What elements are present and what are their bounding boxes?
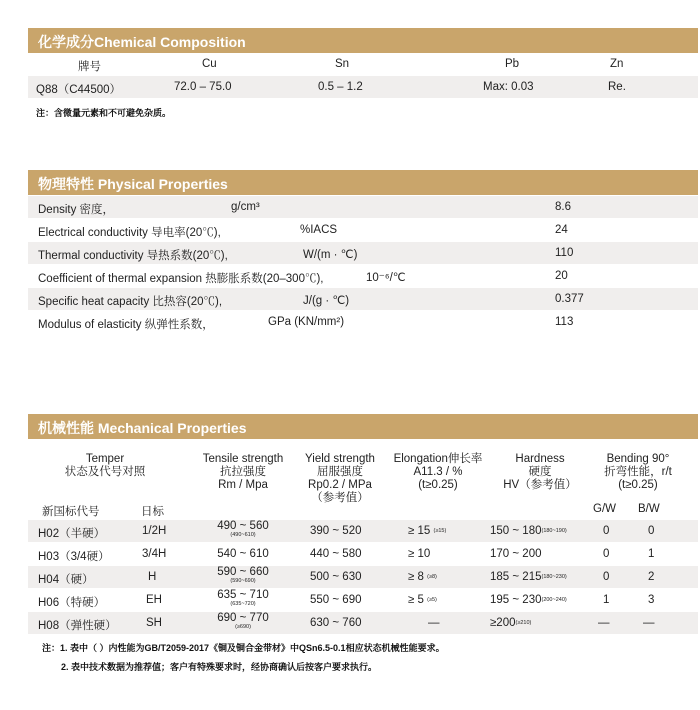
- physical-row: [28, 288, 698, 310]
- elongation-header-unit: A11.3 / %: [413, 466, 463, 478]
- yield-header-en: Yield strength: [305, 453, 375, 465]
- bending-gw: 0: [603, 525, 610, 537]
- bending-gw: 0: [603, 548, 610, 560]
- temper-header-cn: 状态及代号对照: [64, 466, 146, 478]
- mechanical-title: 机械性能 Mechanical Properties: [38, 420, 247, 436]
- grade-value: Q88（C44500）: [36, 84, 122, 96]
- yield-header: [290, 453, 390, 505]
- mechanical-note-2: 2. 表中技术数据为推荐值；客户有特殊要求时，经协商确认后按客户要求执行。: [61, 662, 378, 672]
- tensile-value: [188, 566, 298, 585]
- tensile-header-unit: Rm / Mpa: [218, 479, 268, 491]
- mechanical-section-header: [28, 414, 698, 439]
- bending-bw: 2: [648, 571, 655, 583]
- bending-header: [588, 453, 688, 492]
- property-unit: g/cm³: [231, 201, 260, 213]
- hardness-gb: (≥210): [515, 619, 532, 626]
- temper-header: [40, 453, 170, 479]
- tensile-gb: (≥690): [235, 624, 251, 630]
- chemical-header-row: [28, 54, 698, 76]
- elongation-value: ≥ 10: [408, 548, 431, 560]
- subheader-std: 日标: [141, 506, 164, 518]
- property-unit: 10⁻⁶/℃: [366, 272, 406, 284]
- property-name: Thermal conductivity 导热系数(20℃),: [38, 250, 228, 262]
- property-value: 113: [555, 316, 574, 328]
- tensile-gb: (635~720): [230, 601, 256, 607]
- chemical-data-row: [28, 76, 698, 98]
- bending-bw: 1: [648, 548, 655, 560]
- tensile-gb: (490~610): [230, 532, 256, 538]
- temper-std: 3/4H: [142, 548, 167, 560]
- temper-code: H08（弹性硬）: [38, 620, 117, 632]
- hardness-main: 195 ~ 230: [490, 594, 542, 606]
- elongation-main: ≥ 15: [408, 525, 431, 537]
- temper-std: 1/2H: [142, 525, 167, 537]
- temper-code: H06（特硬）: [38, 597, 106, 609]
- temper-code: H03（3/4硬）: [38, 551, 110, 563]
- sn-value: 0.5 – 1.2: [318, 81, 363, 93]
- cu-value: 72.0 – 75.0: [174, 81, 232, 93]
- bending-bw: 3: [648, 594, 655, 606]
- elongation-main: ≥ 5: [408, 594, 424, 606]
- hardness-value: [490, 594, 567, 606]
- hardness-main: ≥200: [490, 617, 516, 629]
- tensile-header: [188, 453, 298, 492]
- elongation-gb: (≥15): [433, 527, 447, 534]
- temper-std: SH: [146, 617, 162, 629]
- property-name: Modulus of elasticity 纵弹性系数，: [38, 319, 214, 331]
- hardness-value: 170 ~ 200: [490, 548, 542, 560]
- yield-value: 500 ~ 630: [310, 571, 362, 583]
- col-cu: Cu: [202, 58, 217, 70]
- physical-row: [28, 311, 698, 333]
- tensile-header-cn: 抗拉强度: [220, 466, 266, 478]
- property-name: Specific heat capacity 比热容(20℃),: [38, 296, 223, 308]
- bending-bw: —: [643, 617, 655, 629]
- tensile-main: 635 ~ 710: [217, 589, 269, 601]
- tensile-value: [188, 589, 298, 608]
- hardness-value: [490, 571, 567, 583]
- temper-code: H04（硬）: [38, 574, 94, 586]
- yield-value: 550 ~ 690: [310, 594, 362, 606]
- elongation-header: [383, 453, 493, 492]
- hardness-header-cn: 硬度: [528, 466, 552, 478]
- property-value: 8.6: [555, 201, 571, 213]
- hardness-value: [490, 525, 567, 537]
- tensile-header-en: Tensile strength: [202, 453, 284, 465]
- chemical-section-header: [28, 28, 698, 53]
- subheader-bw: B/W: [638, 503, 660, 515]
- mechanical-row: [28, 589, 698, 611]
- property-unit: GPa (KN/mm²): [268, 316, 345, 328]
- yield-header-ref: （参考值）: [311, 492, 369, 504]
- elongation-main: ≥ 8: [408, 571, 424, 583]
- tensile-main: 590 ~ 660: [217, 566, 269, 578]
- elongation-value: [408, 594, 437, 606]
- temper-code: H02（半硬）: [38, 528, 106, 540]
- bending-gw: 1: [603, 594, 610, 606]
- hardness-value: [490, 617, 531, 629]
- mechanical-row: [28, 612, 698, 634]
- yield-value: 440 ~ 580: [310, 548, 362, 560]
- property-unit: J/(g · ℃): [303, 295, 350, 307]
- tensile-value: 540 ~ 610: [217, 548, 269, 560]
- col-sn: Sn: [335, 58, 350, 70]
- elongation-value: [408, 525, 446, 537]
- tensile-gb: (590~690): [230, 578, 256, 584]
- property-value: 110: [555, 247, 574, 259]
- temper-header-en: Temper: [85, 453, 125, 465]
- bending-header-en: Bending 90°: [606, 453, 670, 465]
- bending-gw: —: [598, 617, 610, 629]
- physical-title: 物理特性 Physical Properties: [38, 176, 228, 192]
- yield-header-unit: Rp0.2 / MPa: [308, 479, 372, 491]
- mechanical-row: [28, 543, 698, 565]
- hardness-header-en: Hardness: [515, 453, 565, 465]
- property-name: Coefficient of thermal expansion 热膨胀系数(20–300℃),: [38, 273, 324, 285]
- temper-std: EH: [146, 594, 162, 606]
- property-unit: %IACS: [300, 224, 338, 236]
- hardness-header-unit: HV（参考值）: [503, 479, 577, 491]
- tensile-main: 690 ~ 770: [217, 612, 269, 624]
- pb-value: Max: 0.03: [483, 81, 534, 93]
- bending-gw: 0: [603, 571, 610, 583]
- property-name: Density 密度，: [38, 204, 115, 216]
- hardness-main: 150 ~ 180: [490, 525, 542, 537]
- yield-header-cn: 屈服强度: [317, 466, 363, 478]
- physical-row: [28, 242, 698, 264]
- mechanical-row: [28, 520, 698, 542]
- tensile-value: [188, 612, 298, 631]
- hardness-header: [490, 453, 590, 492]
- elongation-value: [408, 571, 437, 583]
- chemical-note: 注：含微量元素和不可避免杂质。: [36, 108, 172, 118]
- bending-header-cond: (t≥0.25): [618, 479, 658, 491]
- bending-bw: 0: [648, 525, 655, 537]
- elongation-gb: (≥5): [427, 596, 437, 603]
- yield-value: 390 ~ 520: [310, 525, 362, 537]
- col-grade: 牌号: [78, 61, 101, 73]
- tensile-value: [188, 520, 298, 539]
- physical-row: [28, 196, 698, 218]
- col-zn: Zn: [610, 58, 624, 70]
- subheader-gw: G/W: [593, 503, 616, 515]
- elongation-header-cond: (t≥0.25): [418, 479, 458, 491]
- physical-section-header: [28, 170, 698, 195]
- hardness-gb: (200~240): [541, 596, 567, 603]
- hardness-main: 185 ~ 215: [490, 571, 542, 583]
- physical-row: [28, 219, 698, 241]
- mechanical-note-1: 注：1. 表中（ ）内性能为GB/T2059-2017《铜及铜合金带材》中QSn6.5-0.1相应状态机械性能要求。: [42, 643, 445, 653]
- hardness-gb: (180~230): [541, 573, 567, 580]
- property-unit: W/(m · ℃): [303, 249, 358, 261]
- property-value: 0.377: [555, 293, 584, 305]
- elongation-gb: (≥8): [427, 573, 437, 580]
- hardness-gb: (180~190): [541, 527, 567, 534]
- elongation-header-en: Elongation伸长率: [393, 453, 483, 465]
- yield-value: 630 ~ 760: [310, 617, 362, 629]
- elongation-value: —: [428, 617, 440, 629]
- property-value: 24: [555, 224, 568, 236]
- property-name: Electrical conductivity 导电率(20℃),: [38, 227, 221, 239]
- property-value: 20: [555, 270, 568, 282]
- bending-header-cn: 折弯性能，r/t: [604, 466, 672, 478]
- physical-row: [28, 265, 698, 287]
- tensile-main: 490 ~ 560: [217, 520, 269, 532]
- col-pb: Pb: [505, 58, 520, 70]
- temper-std: H: [148, 571, 157, 583]
- chemical-title: 化学成分Chemical Composition: [38, 34, 246, 50]
- zn-value: Re.: [608, 81, 626, 93]
- subheader-code: 新国标代号: [42, 506, 100, 518]
- mechanical-row: [28, 566, 698, 588]
